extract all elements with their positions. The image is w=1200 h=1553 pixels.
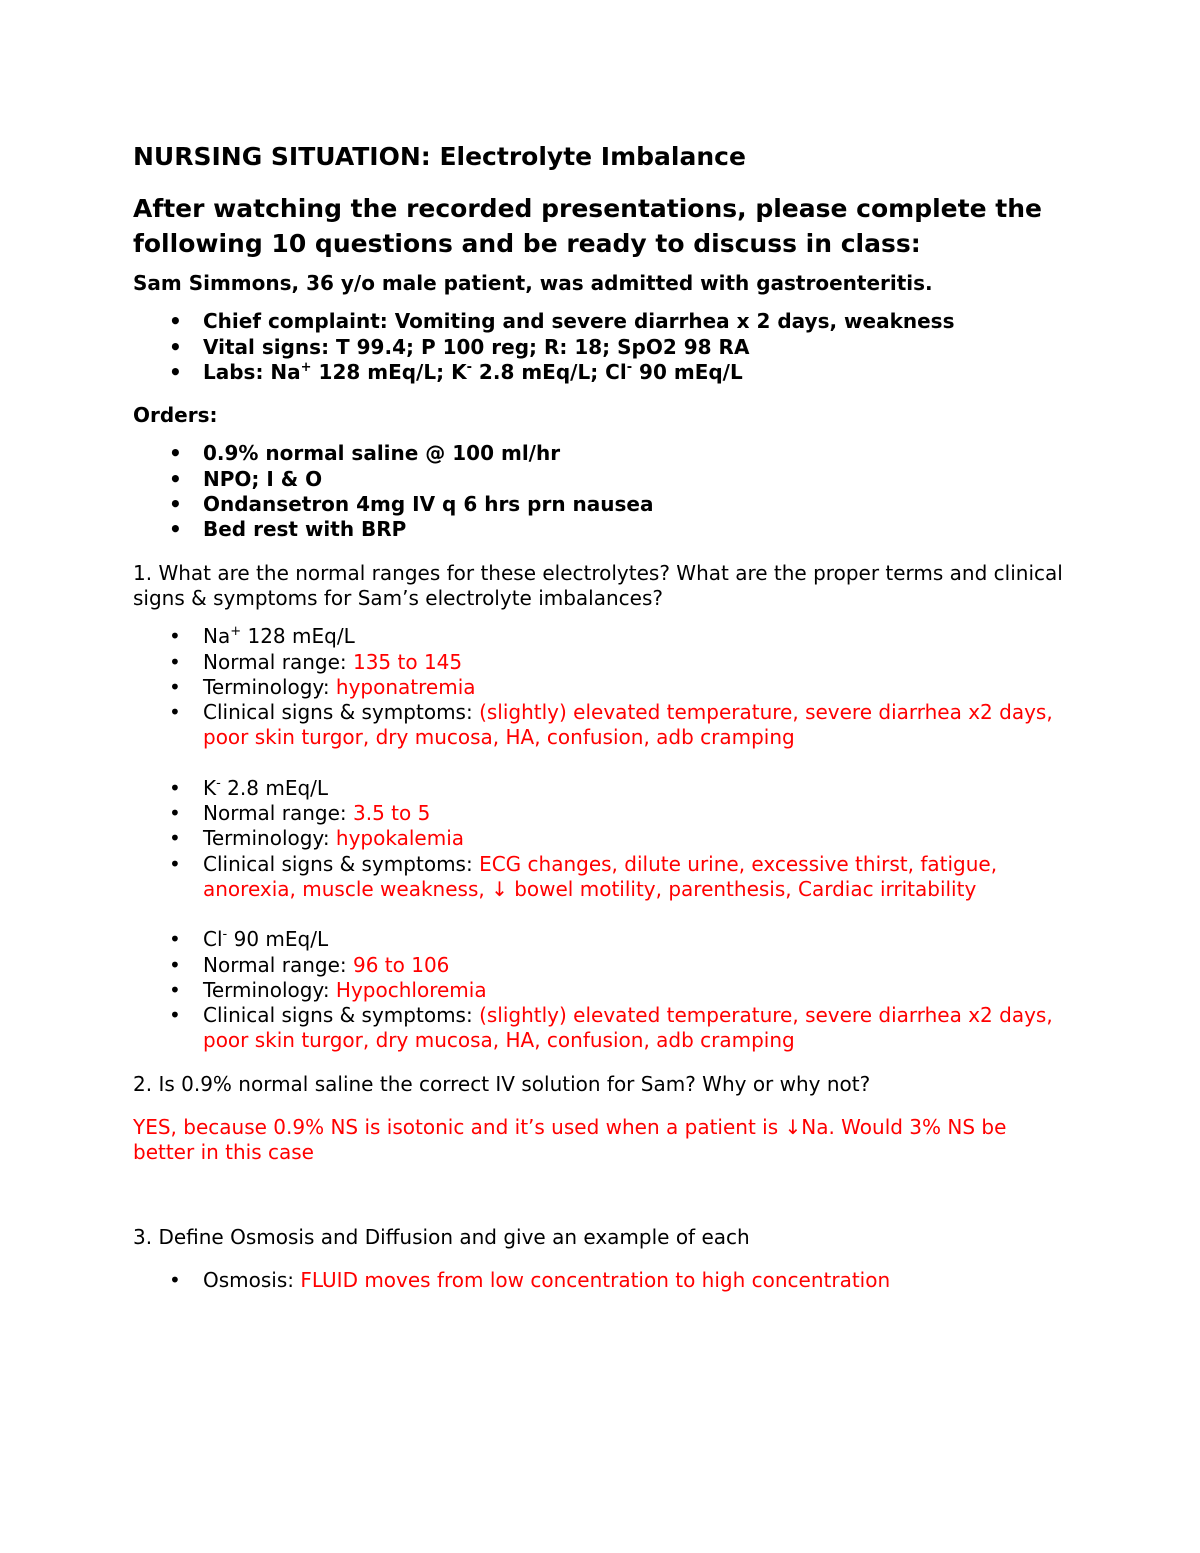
list-item: • Clinical signs & symptoms: (slightly) elevated temperature, severe diarrhea x2 days, poor skin turgor, dry mucosa, HA, confusion, adb cramping xyxy=(169,1003,1053,1053)
page-title: NURSING SITUATION: Electrolyte Imbalance xyxy=(133,142,746,171)
orders-heading: Orders: xyxy=(133,403,218,428)
answer-text: 3.5 to 5 xyxy=(352,801,431,826)
answer-text: ECG changes, dilute urine, excessive thirst, fatigue, anorexia, muscle weakness, ↓ bowel motility, parenthesis, Cardiac irritability xyxy=(203,851,998,901)
bullet-icon: • xyxy=(169,466,182,491)
osmosis-diffusion-list xyxy=(133,1268,1073,1293)
list-item: • Terminology: hypokalemia xyxy=(169,826,465,851)
sodium-list xyxy=(133,624,1073,750)
document-content xyxy=(133,140,1073,1293)
bullet-icon: • xyxy=(169,517,182,542)
bullet-icon: • xyxy=(169,775,181,800)
list-item: • Normal range: 96 to 106 xyxy=(169,952,450,977)
labs: Labs: Na+ 128 mEq/L; K- 2.8 mEq/L; Cl- 90 mEq/L xyxy=(203,359,743,384)
list-item: • Normal range: 3.5 to 5 xyxy=(169,801,431,826)
list-item: • Terminology: Hypochloremia xyxy=(169,977,487,1002)
bullet-icon: • xyxy=(169,801,181,826)
bullet-icon: • xyxy=(169,927,181,952)
list-item: • NPO; I & O xyxy=(169,466,323,491)
answer-text: (slightly) elevated temperature, severe diarrhea x2 days, poor skin turgor, dry mucosa, HA, confusion, adb cramping xyxy=(203,1003,1053,1053)
list-item: • Ondansetron 4mg IV q 6 hrs prn nausea xyxy=(169,492,654,517)
list-item: • Bed rest with BRP xyxy=(169,517,407,542)
answer-2: YES, because 0.9% NS is isotonic and it’s used when a patient is ↓Na. Would 3% NS be better in this case xyxy=(133,1115,1007,1165)
bullet-icon: • xyxy=(169,1003,181,1028)
list-item: • Normal range: 135 to 145 xyxy=(169,649,463,674)
list-item xyxy=(133,360,1073,385)
bullet-icon: • xyxy=(169,674,181,699)
list-item xyxy=(133,335,1073,360)
bullet-icon: • xyxy=(169,492,182,517)
answer-text: (slightly) elevated temperature, severe diarrhea x2 days, poor skin turgor, dry mucosa, HA, confusion, adb cramping xyxy=(203,700,1053,750)
answer-text: hypokalemia xyxy=(335,826,465,851)
answer-text: FLUID moves from low concentration to high concentration xyxy=(300,1267,891,1292)
list-item: • Clinical signs & symptoms: ECG changes, dilute urine, excessive thirst, fatigue, anorexia, muscle weakness, ↓ bowel motility, parenthesis, Cardiac irritability xyxy=(169,851,998,901)
page-subtitle: After watching the recorded presentations, please complete the following 10 questions and be ready to discuss in class: xyxy=(133,194,1042,258)
bullet-icon: • xyxy=(169,952,181,977)
bullet-icon: • xyxy=(169,649,181,674)
question-1: 1. What are the normal ranges for these electrolytes? What are the proper terms and clinical signs & symptoms for Sam’s electrolyte imbalances? xyxy=(133,560,1063,610)
bullet-icon: • xyxy=(169,977,181,1002)
chief-complaint: Chief complaint: Vomiting and severe diarrhea x 2 days, weakness xyxy=(203,309,955,334)
potassium-list xyxy=(133,776,1073,902)
list-item: • Na+ 128 mEq/L xyxy=(169,624,355,649)
list-item: • Terminology: hyponatremia xyxy=(169,674,476,699)
answer-text: 96 to 106 xyxy=(352,952,450,977)
list-item: • Osmosis: FLUID moves from low concentration to high concentration xyxy=(169,1267,891,1292)
bullet-icon: • xyxy=(169,334,182,359)
answer-text: hyponatremia xyxy=(335,674,476,699)
list-item: • Clinical signs & symptoms: (slightly) elevated temperature, severe diarrhea x2 days, poor skin turgor, dry mucosa, HA, confusion, adb cramping xyxy=(169,700,1053,750)
question-3: 3. Define Osmosis and Diffusion and give an example of each xyxy=(133,1224,750,1249)
bullet-icon: • xyxy=(169,826,181,851)
patient-info-list xyxy=(133,309,1073,385)
answer-text: 135 to 145 xyxy=(352,649,463,674)
answer-text: Hypochloremia xyxy=(335,977,487,1002)
orders-list xyxy=(133,441,1073,542)
bullet-icon: • xyxy=(169,1267,181,1292)
patient-intro: Sam Simmons, 36 y/o male patient, was admitted with gastroenteritis. xyxy=(133,271,933,295)
list-item: • K- 2.8 mEq/L xyxy=(169,775,329,800)
bullet-icon: • xyxy=(169,441,182,466)
bullet-icon: • xyxy=(169,309,182,334)
list-item xyxy=(133,309,1073,334)
bullet-icon: • xyxy=(169,359,182,384)
list-item: • Cl- 90 mEq/L xyxy=(169,927,329,952)
bullet-icon: • xyxy=(169,851,181,876)
bullet-icon: • xyxy=(169,624,181,649)
vital-signs: Vital signs: T 99.4; P 100 reg; R: 18; SpO2 98 RA xyxy=(203,334,750,359)
list-item: • 0.9% normal saline @ 100 ml/hr xyxy=(169,441,561,466)
question-2: 2. Is 0.9% normal saline the correct IV solution for Sam? Why or why not? xyxy=(133,1071,871,1096)
bullet-icon: • xyxy=(169,700,181,725)
chloride-list xyxy=(133,927,1073,1053)
